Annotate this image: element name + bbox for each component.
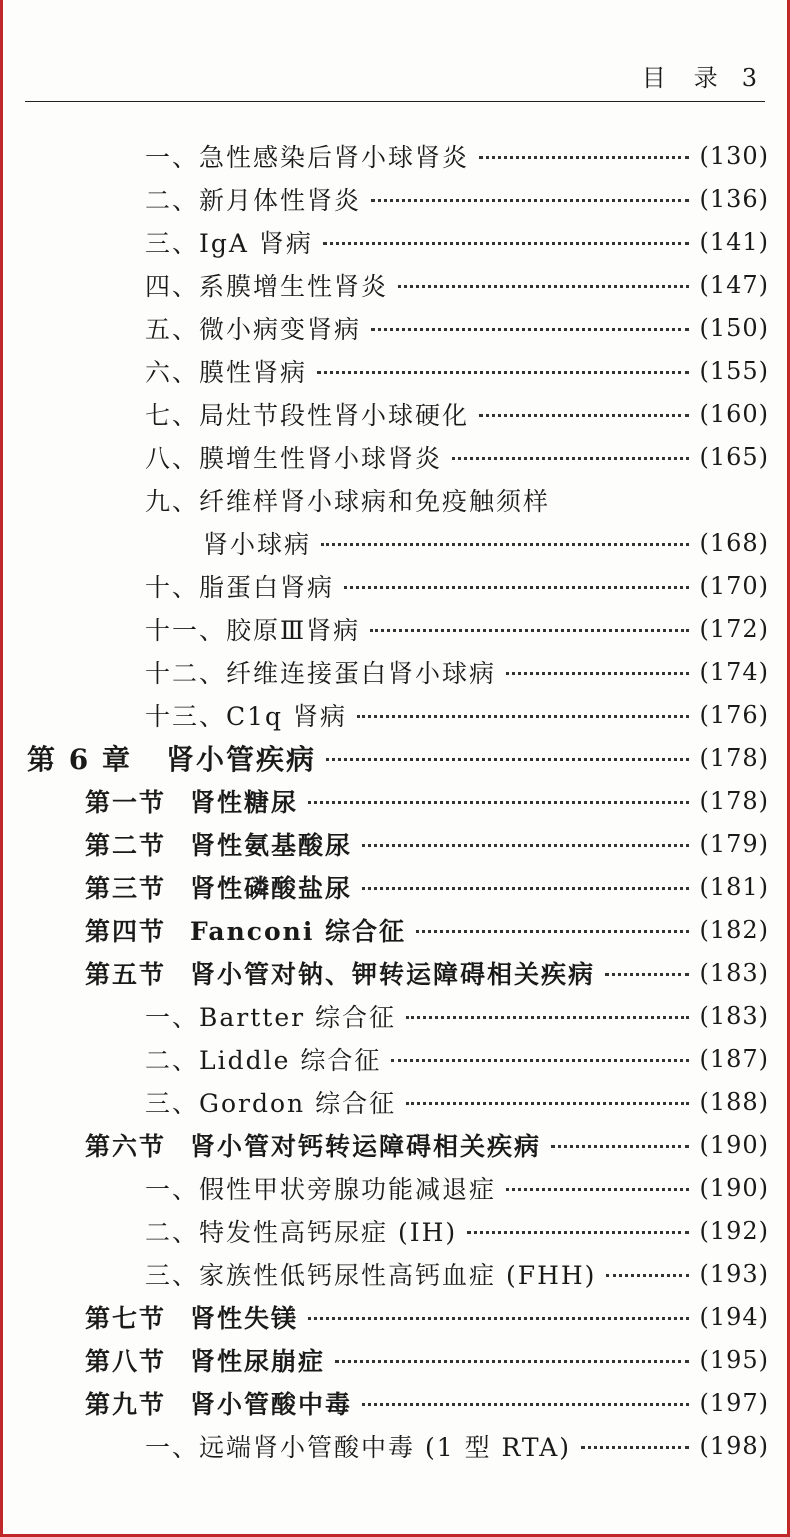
toc-section	[3, 908, 790, 951]
entry-page-number: (150)	[699, 313, 769, 342]
dot-leader	[362, 844, 689, 847]
entry-title: 胶原Ⅲ肾病	[226, 615, 361, 645]
dot-leader	[326, 758, 689, 761]
entry-page-number: (195)	[699, 1345, 769, 1374]
toc-section	[3, 1381, 790, 1424]
entry-title: 肾小球病	[203, 529, 312, 559]
entry-page-number: (147)	[699, 270, 769, 299]
toc-subentry	[3, 994, 790, 1037]
dot-leader	[551, 1145, 689, 1148]
entry-page-number: (197)	[699, 1388, 769, 1417]
entry-number: 第一节	[85, 787, 167, 817]
entry-title: 脂蛋白肾病	[199, 572, 335, 602]
entry-title: Fanconi 综合征	[190, 916, 407, 946]
dot-leader	[308, 1317, 689, 1320]
dot-leader	[467, 1231, 689, 1234]
entry-number: 五、	[145, 314, 200, 344]
entry-page-number: (136)	[699, 184, 769, 213]
entry-page-number: (183)	[699, 958, 769, 987]
toc-subentry	[3, 1252, 790, 1295]
toc-chapter	[3, 736, 790, 779]
entry-number: 二、	[145, 1045, 200, 1075]
dot-leader	[479, 414, 689, 417]
table-of-contents	[3, 134, 790, 1467]
entry-number: 一、	[145, 1174, 200, 1204]
toc-subentry	[3, 650, 790, 693]
entry-page-number: (178)	[699, 743, 769, 772]
dot-leader	[321, 543, 689, 546]
entry-title: 肾小管酸中毒	[190, 1389, 353, 1419]
dot-leader	[506, 672, 689, 675]
toc-section	[3, 1338, 790, 1381]
toc-subentry	[3, 306, 790, 349]
entry-number: 一、	[145, 1002, 200, 1032]
header-page-number: 3	[741, 64, 759, 92]
entry-number: 九、	[145, 486, 200, 516]
entry-number: 第八节	[85, 1346, 167, 1376]
entry-number: 第五节	[85, 959, 167, 989]
entry-number: 三、	[145, 1088, 200, 1118]
entry-number: 第六节	[85, 1131, 167, 1161]
entry-number: 十三、	[145, 701, 227, 731]
entry-number: 十、	[145, 572, 200, 602]
entry-number: 一、	[145, 1432, 200, 1462]
toc-subentry	[3, 435, 790, 478]
entry-page-number: (141)	[699, 227, 769, 256]
entry-title: 膜性肾病	[199, 357, 308, 387]
entry-page-number: (174)	[699, 657, 769, 686]
entry-page-number: (170)	[699, 571, 769, 600]
entry-title: 急性感染后肾小球肾炎	[199, 142, 470, 172]
entry-title: 肾小管对钙转运障碍相关疾病	[190, 1131, 542, 1161]
dot-leader	[344, 586, 689, 589]
entry-title: 膜增生性肾小球肾炎	[199, 443, 443, 473]
dot-leader	[452, 457, 689, 460]
toc-subentry	[3, 349, 790, 392]
entry-number: 第九节	[85, 1389, 167, 1419]
entry-page-number: (193)	[699, 1259, 769, 1288]
entry-title: 特发性高钙尿症 (IH)	[199, 1217, 458, 1247]
running-header	[642, 58, 759, 93]
entry-title: 系膜增生性肾炎	[199, 271, 389, 301]
dot-leader	[362, 887, 689, 890]
entry-title: 远端肾小管酸中毒 (1 型 RTA)	[199, 1432, 572, 1462]
toc-section	[3, 865, 790, 908]
dot-leader	[606, 1274, 689, 1277]
dot-leader	[370, 629, 689, 632]
entry-title: 局灶节段性肾小球硬化	[199, 400, 470, 430]
entry-number: 四、	[145, 271, 200, 301]
entry-number: 第三节	[85, 873, 167, 903]
dot-leader	[371, 328, 689, 331]
toc-section	[3, 822, 790, 865]
toc-subentry	[3, 1080, 790, 1123]
entry-page-number: (181)	[699, 872, 769, 901]
entry-number: 三、	[145, 1260, 200, 1290]
entry-title: Gordon 综合征	[199, 1088, 397, 1118]
dot-leader	[391, 1059, 689, 1062]
entry-page-number: (160)	[699, 399, 769, 428]
entry-page-number: (172)	[699, 614, 769, 643]
entry-title: Bartter 综合征	[199, 1002, 397, 1032]
entry-number: 十一、	[145, 615, 227, 645]
entry-page-number: (192)	[699, 1216, 769, 1245]
dot-leader	[308, 801, 689, 804]
entry-title: 微小病变肾病	[199, 314, 362, 344]
entry-number: 二、	[145, 1217, 200, 1247]
entry-title: 纤维样肾小球病和免疫触须样	[199, 486, 551, 516]
entry-number: 八、	[145, 443, 200, 473]
dot-leader	[605, 973, 689, 976]
dot-leader	[362, 1403, 689, 1406]
toc-subentry	[3, 134, 790, 177]
entry-title: 肾性氨基酸尿	[190, 830, 353, 860]
entry-page-number: (190)	[699, 1173, 769, 1202]
toc-subentry	[3, 263, 790, 306]
entry-title: 肾小管疾病	[165, 742, 316, 776]
toc-subentry	[3, 478, 790, 521]
entry-page-number: (179)	[699, 829, 769, 858]
entry-page-number: (198)	[699, 1431, 769, 1460]
entry-title: 纤维连接蛋白肾小球病	[226, 658, 497, 688]
entry-number: 二、	[145, 185, 200, 215]
entry-number: 一、	[145, 142, 200, 172]
entry-page-number: (168)	[699, 528, 769, 557]
entry-title: 新月体性肾炎	[199, 185, 362, 215]
toc-subentry	[3, 1424, 790, 1467]
entry-page-number: (183)	[699, 1001, 769, 1030]
header-rule	[25, 101, 765, 102]
toc-section	[3, 1123, 790, 1166]
header-title: 目 录	[641, 64, 720, 92]
entry-title: IgA 肾病	[199, 228, 313, 258]
toc-section	[3, 1295, 790, 1338]
entry-page-number: (178)	[699, 786, 769, 815]
toc-continuation	[3, 521, 790, 564]
toc-subentry	[3, 392, 790, 435]
dot-leader	[335, 1360, 689, 1363]
entry-title: 肾性尿崩症	[190, 1346, 326, 1376]
entry-page-number: (130)	[699, 141, 769, 170]
entry-title: 假性甲状旁腺功能减退症	[199, 1174, 497, 1204]
dot-leader	[398, 285, 689, 288]
entry-title: 肾性磷酸盐尿	[190, 873, 353, 903]
entry-number: 第七节	[85, 1303, 167, 1333]
entry-number: 三、	[145, 228, 200, 258]
entry-title: 肾性失镁	[190, 1303, 299, 1333]
toc-subentry	[3, 693, 790, 736]
entry-title: 肾小管对钠、钾转运障碍相关疾病	[190, 959, 596, 989]
entry-page-number: (176)	[699, 700, 769, 729]
dot-leader	[323, 242, 690, 245]
toc-subentry	[3, 177, 790, 220]
dot-leader	[416, 930, 689, 933]
dot-leader	[357, 715, 689, 718]
entry-page-number: (182)	[699, 915, 769, 944]
entry-number: 第 6 章	[27, 742, 132, 776]
entry-page-number: (194)	[699, 1302, 769, 1331]
toc-section	[3, 951, 790, 994]
entry-title: Liddle 综合征	[199, 1045, 382, 1075]
entry-page-number: (190)	[699, 1130, 769, 1159]
toc-subentry	[3, 564, 790, 607]
toc-subentry	[3, 220, 790, 263]
dot-leader	[479, 156, 689, 159]
entry-number: 十二、	[145, 658, 227, 688]
toc-subentry	[3, 1209, 790, 1252]
entry-page-number: (188)	[699, 1087, 769, 1116]
entry-title: 肾性糖尿	[190, 787, 299, 817]
entry-page-number: (155)	[699, 356, 769, 385]
dot-leader	[581, 1446, 689, 1449]
entry-title: C1q 肾病	[226, 701, 348, 731]
entry-number: 第二节	[85, 830, 167, 860]
entry-page-number: (187)	[699, 1044, 769, 1073]
entry-number: 七、	[145, 400, 200, 430]
toc-section	[3, 779, 790, 822]
dot-leader	[506, 1188, 689, 1191]
toc-subentry	[3, 1037, 790, 1080]
dot-leader	[317, 371, 689, 374]
entry-number: 六、	[145, 357, 200, 387]
entry-number: 第四节	[85, 916, 167, 946]
toc-subentry	[3, 1166, 790, 1209]
entry-title: 家族性低钙尿性高钙血症 (FHH)	[199, 1260, 597, 1290]
dot-leader	[406, 1102, 689, 1105]
dot-leader	[371, 199, 689, 202]
entry-page-number: (165)	[699, 442, 769, 471]
dot-leader	[406, 1016, 689, 1019]
toc-subentry	[3, 607, 790, 650]
